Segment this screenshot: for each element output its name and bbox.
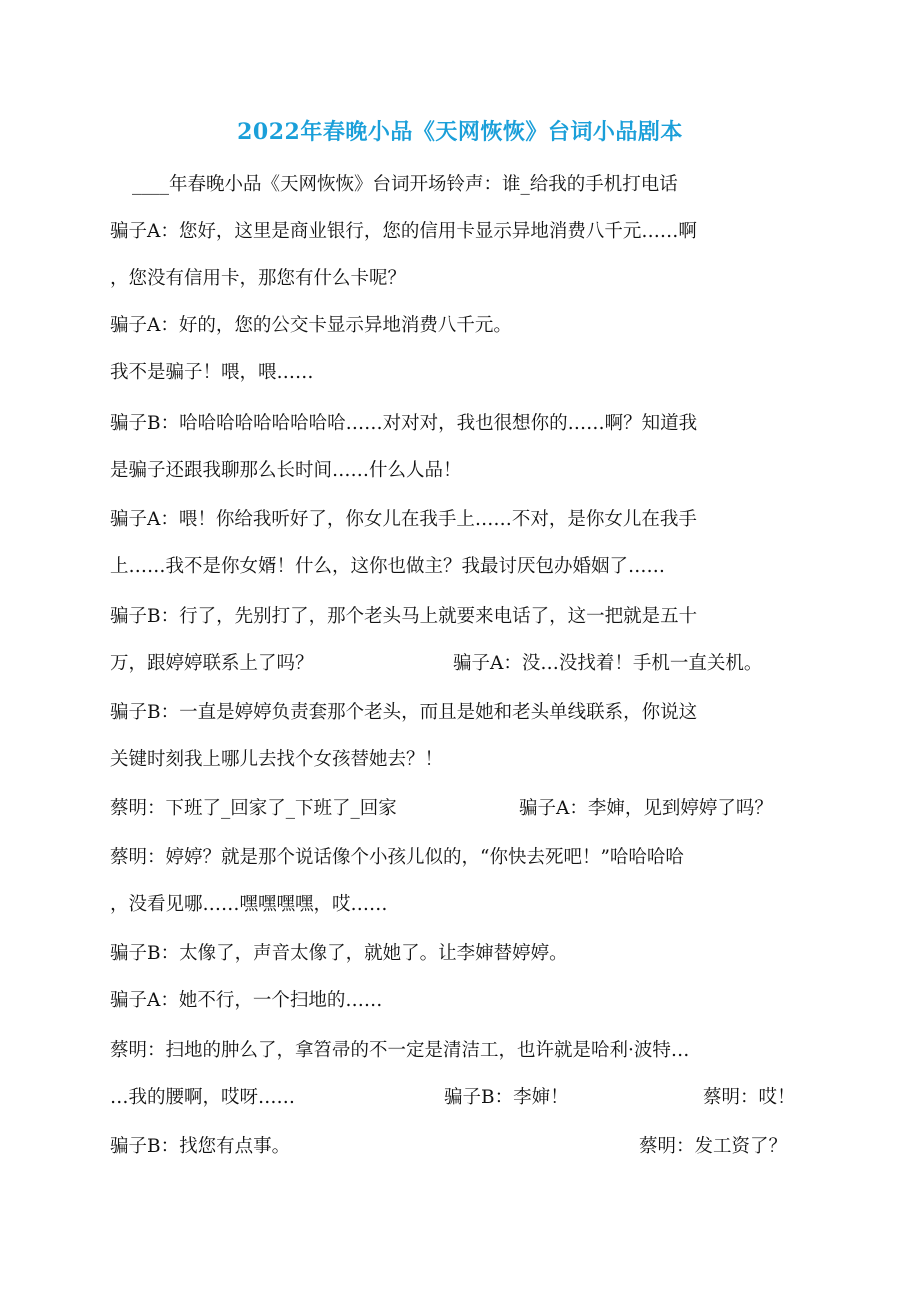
script-text: ____年春晚小品《天网恢恢》台词开场铃声：谁_给我的手机打电话 — [132, 174, 678, 195]
script-line — [110, 409, 810, 439]
script-line — [110, 939, 810, 969]
script-line — [110, 1083, 810, 1113]
script-text: 骗子A：没…没找着！手机一直关机。 — [453, 653, 763, 674]
script-text: 蔡明：哎！ — [703, 1087, 796, 1108]
script-line — [110, 1132, 810, 1162]
script-text: 骗子A：李婶，见到婷婷了吗？ — [519, 798, 773, 819]
script-text: 骗子B：一直是婷婷负责套那个老头，而且是她和老头单线联系，你说这 — [110, 702, 698, 723]
script-text: 骗子B：李婶！ — [444, 1087, 569, 1108]
script-text: 我不是骗子！喂，喂…… — [110, 362, 314, 383]
script-line — [110, 794, 810, 824]
script-line — [110, 358, 810, 388]
script-text: 蔡明：婷婷？就是那个说话像个小孩儿似的，“你快去死吧！”哈哈哈哈 — [110, 847, 684, 868]
script-text: ，没看见哪……嘿嘿嘿嘿，哎…… — [110, 894, 388, 915]
script-line — [110, 311, 810, 341]
script-text: 骗子B：找您有点事。 — [110, 1136, 291, 1157]
script-line — [110, 264, 810, 294]
script-text: 骗子A：好的，您的公交卡显示异地消费八千元。 — [110, 315, 512, 336]
script-line — [110, 217, 810, 247]
script-text: 蔡明：扫地的肿么了，拿笤帚的不一定是清洁工，也许就是哈利·波特… — [110, 1040, 690, 1061]
script-text: 骗子B：哈哈哈哈哈哈哈哈哈……对对对，我也很想你的……啊？知道我 — [110, 413, 698, 434]
script-line — [110, 602, 810, 632]
script-text: 骗子A：喂！你给我听好了，你女儿在我手上……不对，是你女儿在我手 — [110, 509, 697, 530]
script-line — [110, 505, 810, 535]
script-text: 骗子B：行了，先别打了，那个老头马上就要来电话了，这一把就是五十 — [110, 606, 698, 627]
script-line — [110, 1036, 810, 1066]
document-title: 2022年春晚小品《天网恢恢》台词小品剧本 — [237, 119, 683, 145]
script-text: ，您没有信用卡，那您有什么卡呢？ — [110, 268, 407, 289]
script-text: 蔡明：下班了_回家了_下班了_回家 — [110, 798, 397, 819]
script-text: 蔡明：发工资了？ — [639, 1136, 788, 1157]
script-line — [110, 843, 810, 873]
script-line — [110, 649, 810, 679]
script-text: …我的腰啊，哎呀…… — [110, 1087, 296, 1108]
script-text: 骗子A：她不行，一个扫地的…… — [110, 990, 383, 1011]
script-line — [110, 698, 810, 728]
script-line — [110, 890, 810, 920]
script-line — [132, 170, 832, 200]
script-line — [110, 986, 810, 1016]
script-line — [110, 456, 810, 486]
script-line — [110, 745, 810, 775]
script-text: 万，跟婷婷联系上了吗？ — [110, 653, 314, 674]
script-text: 骗子B：太像了，声音太像了，就她了。让李婶替婷婷。 — [110, 943, 568, 964]
script-text: 是骗子还跟我聊那么长时间……什么人品！ — [110, 460, 462, 481]
script-line — [110, 552, 810, 582]
script-text: 上……我不是你女婿！什么，这你也做主？我最讨厌包办婚姻了…… — [110, 556, 666, 577]
script-text: 关键时刻我上哪儿去找个女孩替她去？！ — [110, 749, 444, 770]
script-text: 骗子A：您好，这里是商业银行，您的信用卡显示异地消费八千元……啊 — [110, 221, 697, 242]
